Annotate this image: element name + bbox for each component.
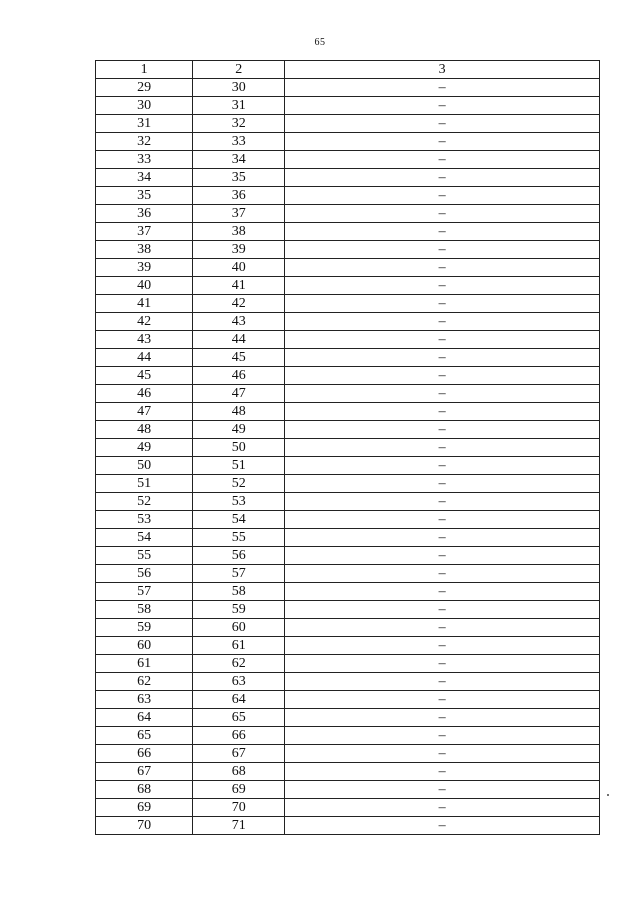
table-cell-col-3: – — [285, 403, 600, 421]
table-row — [96, 331, 600, 349]
table-cell-col-2: 62 — [193, 655, 285, 673]
table-cell-col-3: – — [285, 223, 600, 241]
table-cell-col-2: 48 — [193, 403, 285, 421]
table-cell-col-1: 58 — [96, 601, 193, 619]
table-cell-col-3: – — [285, 457, 600, 475]
table-cell-col-3: – — [285, 97, 600, 115]
table-row — [96, 511, 600, 529]
table-row — [96, 241, 600, 259]
table-row — [96, 367, 600, 385]
table-cell-col-1: 49 — [96, 439, 193, 457]
page-number: 65 — [314, 37, 326, 48]
table-row — [96, 277, 600, 295]
table-cell-col-2: 39 — [193, 241, 285, 259]
table-row — [96, 745, 600, 763]
table-cell-col-3: – — [285, 151, 600, 169]
table-row — [96, 205, 600, 223]
table-cell-col-2: 53 — [193, 493, 285, 511]
table-cell-col-3: – — [285, 277, 600, 295]
table-cell-col-1: 64 — [96, 709, 193, 727]
table-row — [96, 115, 600, 133]
table-row — [96, 385, 600, 403]
table-row — [96, 151, 600, 169]
table-cell-col-1: 54 — [96, 529, 193, 547]
table-cell-col-2: 52 — [193, 475, 285, 493]
table-cell-col-3: – — [285, 205, 600, 223]
table-cell-col-3: – — [285, 709, 600, 727]
table-cell-col-2: 55 — [193, 529, 285, 547]
table-cell-col-3: – — [285, 439, 600, 457]
table-row — [96, 583, 600, 601]
table-cell-col-3: – — [285, 493, 600, 511]
table-row — [96, 655, 600, 673]
table-cell-col-1: 57 — [96, 583, 193, 601]
table-row — [96, 457, 600, 475]
table-cell-col-1: 34 — [96, 169, 193, 187]
table-cell-col-1: 51 — [96, 475, 193, 493]
table-cell-col-2: 51 — [193, 457, 285, 475]
table-row — [96, 565, 600, 583]
table-row — [96, 529, 600, 547]
table-row — [96, 79, 600, 97]
table-row — [96, 133, 600, 151]
table-cell-col-2: 68 — [193, 763, 285, 781]
table-row — [96, 727, 600, 745]
table-row — [96, 709, 600, 727]
table-cell-col-2: 38 — [193, 223, 285, 241]
table-row — [96, 421, 600, 439]
table-cell-col-2: 31 — [193, 97, 285, 115]
table-cell-col-2: 44 — [193, 331, 285, 349]
table-row — [96, 295, 600, 313]
table-cell-col-2: 41 — [193, 277, 285, 295]
table-cell-col-1: 66 — [96, 745, 193, 763]
table-cell-col-3: – — [285, 727, 600, 745]
table-cell-col-1: 50 — [96, 457, 193, 475]
table-cell-col-2: 32 — [193, 115, 285, 133]
table-cell-col-1: 38 — [96, 241, 193, 259]
table-cell-col-1: 62 — [96, 673, 193, 691]
table-row — [96, 817, 600, 835]
table-cell-col-1: 32 — [96, 133, 193, 151]
table-row — [96, 691, 600, 709]
table-cell-col-2: 49 — [193, 421, 285, 439]
table-cell-col-1: 30 — [96, 97, 193, 115]
table-cell-col-1: 41 — [96, 295, 193, 313]
table-cell-col-1: 46 — [96, 385, 193, 403]
table-row — [96, 313, 600, 331]
table-row — [96, 475, 600, 493]
table-cell-col-3: – — [285, 169, 600, 187]
table-cell-col-3: – — [285, 619, 600, 637]
table-cell-col-3: – — [285, 673, 600, 691]
table-row — [96, 493, 600, 511]
table-cell-col-1: 29 — [96, 79, 193, 97]
table-row — [96, 169, 600, 187]
table-row — [96, 799, 600, 817]
table-cell-col-3: – — [285, 367, 600, 385]
table-cell-col-1: 39 — [96, 259, 193, 277]
table-cell-col-3: – — [285, 187, 600, 205]
table-cell-col-3: – — [285, 781, 600, 799]
table-row — [96, 637, 600, 655]
scan-speck — [607, 794, 609, 796]
table-row — [96, 781, 600, 799]
table-cell-col-1: 42 — [96, 313, 193, 331]
table-cell-col-3: – — [285, 259, 600, 277]
table-cell-col-1: 52 — [96, 493, 193, 511]
table-cell-col-3: – — [285, 799, 600, 817]
table-cell-col-2: 70 — [193, 799, 285, 817]
column-header-2: 2 — [193, 61, 285, 79]
table-cell-col-2: 33 — [193, 133, 285, 151]
table-cell-col-1: 68 — [96, 781, 193, 799]
table-cell-col-2: 64 — [193, 691, 285, 709]
table-cell-col-2: 46 — [193, 367, 285, 385]
table-cell-col-3: – — [285, 655, 600, 673]
table-row — [96, 763, 600, 781]
table-cell-col-1: 60 — [96, 637, 193, 655]
table-cell-col-1: 47 — [96, 403, 193, 421]
table-cell-col-1: 48 — [96, 421, 193, 439]
table-cell-col-3: – — [285, 511, 600, 529]
table-cell-col-2: 71 — [193, 817, 285, 835]
table-cell-col-2: 66 — [193, 727, 285, 745]
table-row — [96, 619, 600, 637]
table-cell-col-1: 53 — [96, 511, 193, 529]
table-cell-col-2: 47 — [193, 385, 285, 403]
table-cell-col-1: 55 — [96, 547, 193, 565]
table-cell-col-3: – — [285, 385, 600, 403]
table-cell-col-1: 37 — [96, 223, 193, 241]
table-cell-col-1: 59 — [96, 619, 193, 637]
table-header — [96, 61, 600, 79]
table-cell-col-1: 35 — [96, 187, 193, 205]
table-cell-col-2: 58 — [193, 583, 285, 601]
table-cell-col-3: – — [285, 313, 600, 331]
table-cell-col-2: 56 — [193, 547, 285, 565]
table-cell-col-1: 44 — [96, 349, 193, 367]
table-cell-col-2: 40 — [193, 259, 285, 277]
table-row — [96, 673, 600, 691]
table-row — [96, 187, 600, 205]
table-cell-col-2: 59 — [193, 601, 285, 619]
table-cell-col-2: 36 — [193, 187, 285, 205]
column-header-1: 1 — [96, 61, 193, 79]
table-cell-col-1: 31 — [96, 115, 193, 133]
table-cell-col-3: – — [285, 331, 600, 349]
table-cell-col-3: – — [285, 763, 600, 781]
data-table — [95, 60, 600, 835]
table-row — [96, 97, 600, 115]
table-cell-col-1: 43 — [96, 331, 193, 349]
table-cell-col-2: 61 — [193, 637, 285, 655]
column-header-3: 3 — [285, 61, 600, 79]
table-cell-col-1: 65 — [96, 727, 193, 745]
table-cell-col-3: – — [285, 583, 600, 601]
table-row — [96, 547, 600, 565]
table-cell-col-3: – — [285, 565, 600, 583]
table-cell-col-2: 69 — [193, 781, 285, 799]
table-cell-col-2: 67 — [193, 745, 285, 763]
table-cell-col-3: – — [285, 421, 600, 439]
table-cell-col-3: – — [285, 817, 600, 835]
table-cell-col-2: 63 — [193, 673, 285, 691]
table-cell-col-2: 45 — [193, 349, 285, 367]
table-cell-col-2: 65 — [193, 709, 285, 727]
table-cell-col-1: 45 — [96, 367, 193, 385]
table-cell-col-2: 57 — [193, 565, 285, 583]
table-cell-col-3: – — [285, 745, 600, 763]
table-cell-col-1: 63 — [96, 691, 193, 709]
table-cell-col-3: – — [285, 691, 600, 709]
table-row — [96, 439, 600, 457]
table-cell-col-3: – — [285, 637, 600, 655]
header-row — [96, 61, 600, 79]
table-cell-col-2: 34 — [193, 151, 285, 169]
table-cell-col-2: 43 — [193, 313, 285, 331]
table-cell-col-3: – — [285, 601, 600, 619]
table-cell-col-1: 69 — [96, 799, 193, 817]
table-row — [96, 349, 600, 367]
table-cell-col-1: 36 — [96, 205, 193, 223]
table-cell-col-2: 35 — [193, 169, 285, 187]
table-cell-col-1: 70 — [96, 817, 193, 835]
table-row — [96, 223, 600, 241]
table-cell-col-3: – — [285, 349, 600, 367]
table-cell-col-3: – — [285, 295, 600, 313]
table-cell-col-3: – — [285, 79, 600, 97]
table-cell-col-3: – — [285, 475, 600, 493]
table-cell-col-1: 61 — [96, 655, 193, 673]
table-row — [96, 601, 600, 619]
table-cell-col-3: – — [285, 115, 600, 133]
table-cell-col-3: – — [285, 529, 600, 547]
table-row — [96, 403, 600, 421]
table-cell-col-2: 54 — [193, 511, 285, 529]
table-cell-col-1: 56 — [96, 565, 193, 583]
table-cell-col-1: 67 — [96, 763, 193, 781]
table-cell-col-1: 40 — [96, 277, 193, 295]
table-cell-col-2: 50 — [193, 439, 285, 457]
table-cell-col-2: 42 — [193, 295, 285, 313]
table-row — [96, 259, 600, 277]
table-cell-col-3: – — [285, 133, 600, 151]
table-cell-col-2: 60 — [193, 619, 285, 637]
table-cell-col-2: 30 — [193, 79, 285, 97]
table-cell-col-3: – — [285, 241, 600, 259]
table-body — [96, 79, 600, 835]
table-cell-col-2: 37 — [193, 205, 285, 223]
table-cell-col-3: – — [285, 547, 600, 565]
table-cell-col-1: 33 — [96, 151, 193, 169]
